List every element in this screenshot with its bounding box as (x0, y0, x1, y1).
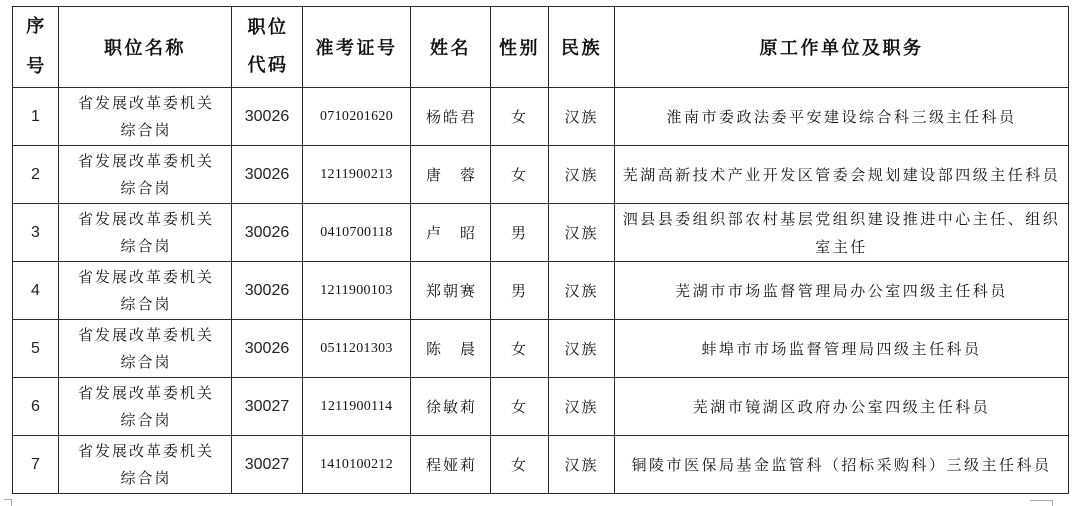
name-text: 程娅莉 (425, 456, 477, 474)
name-text: 徐敏莉 (425, 398, 477, 416)
position-text: 省发展改革委机关综合岗 (77, 383, 214, 429)
cell-gender (491, 88, 549, 146)
cell-name (411, 262, 491, 320)
cell-gender (491, 262, 549, 320)
gender-text: 女 (510, 398, 528, 416)
former-post-text: 芜湖市市场监督管理局办公室四级主任科员 (675, 281, 1008, 300)
exam-no-text: 1211900213 (320, 166, 393, 182)
header-exam-no-label: 准考证号 (315, 38, 398, 59)
name-text: 郑朝赛 (425, 282, 477, 300)
cell-position (59, 88, 232, 146)
code-text: 30026 (244, 339, 290, 357)
exam-no-text: 0710201620 (320, 108, 393, 124)
cell-gender (491, 436, 549, 494)
position-text: 省发展改革委机关综合岗 (77, 441, 214, 487)
position-text: 省发展改革委机关综合岗 (77, 325, 214, 371)
table-body (13, 88, 1069, 494)
cell-code (232, 88, 303, 146)
cell-former-post (615, 88, 1069, 146)
cell-former-post (615, 146, 1069, 204)
ethnicity-text: 汉族 (564, 398, 599, 416)
gender-text: 女 (510, 456, 528, 474)
table-row (13, 204, 1069, 262)
header-name-label: 姓名 (430, 38, 471, 59)
exam-no-text: 1211900114 (320, 398, 393, 414)
position-text: 省发展改革委机关综合岗 (77, 151, 214, 197)
seq-text: 6 (31, 397, 40, 415)
gender-text: 男 (510, 224, 528, 242)
header-gender (491, 7, 549, 88)
name-text: 唐 蓉 (425, 166, 477, 184)
cell-ethnicity (549, 88, 615, 146)
cell-gender (491, 320, 549, 378)
cell-code (232, 204, 303, 262)
table-row (13, 262, 1069, 320)
cell-former-post (615, 262, 1069, 320)
header-position-label: 职位名称 (104, 38, 186, 59)
code-text: 30026 (244, 281, 290, 299)
cell-position (59, 378, 232, 436)
cell-former-post (615, 378, 1069, 436)
header-ethnicity-label: 民族 (561, 38, 602, 59)
header-name (411, 7, 491, 88)
cell-position (59, 204, 232, 262)
cell-name (411, 378, 491, 436)
cell-ethnicity (549, 320, 615, 378)
code-text: 30026 (244, 223, 290, 241)
header-seq-label: 序号 (26, 16, 47, 77)
cell-seq (13, 204, 59, 262)
exam-no-text: 1211900103 (320, 282, 393, 298)
page-corner-mark-left (4, 499, 12, 506)
header-code-label: 职位代码 (247, 17, 289, 76)
cell-gender (491, 204, 549, 262)
former-post-text: 芜湖市镜湖区政府办公室四级主任科员 (692, 397, 991, 416)
former-post-text: 铜陵市医保局基金监管科（招标采购科）三级主任科员 (631, 455, 1052, 474)
cell-former-post (615, 436, 1069, 494)
seq-text: 2 (31, 165, 40, 183)
former-post-text: 淮南市委政法委平安建设综合科三级主任科员 (666, 107, 1017, 126)
code-text: 30027 (244, 455, 290, 473)
cell-ethnicity (549, 378, 615, 436)
cell-ethnicity (549, 262, 615, 320)
seq-text: 4 (31, 281, 40, 299)
cell-exam-no (303, 88, 411, 146)
cell-former-post (615, 320, 1069, 378)
former-post-text: 芜湖高新技术产业开发区管委会规划建设部四级主任科员 (622, 165, 1061, 184)
cell-seq (13, 320, 59, 378)
name-text: 卢 昭 (425, 224, 477, 242)
code-text: 30026 (244, 165, 290, 183)
gender-text: 女 (510, 166, 528, 184)
ethnicity-text: 汉族 (564, 282, 599, 300)
cell-code (232, 320, 303, 378)
cell-position (59, 146, 232, 204)
former-post-text: 泗县县委组织部农村基层党组织建设推进中心主任、组织室主任 (622, 209, 1061, 256)
header-exam-no (303, 7, 411, 88)
cell-exam-no (303, 146, 411, 204)
cell-ethnicity (549, 204, 615, 262)
name-text: 陈 晨 (425, 340, 477, 358)
cell-seq (13, 88, 59, 146)
cell-code (232, 262, 303, 320)
cell-name (411, 204, 491, 262)
seq-text: 7 (31, 455, 40, 473)
cell-ethnicity (549, 146, 615, 204)
cell-seq (13, 436, 59, 494)
table-header (13, 7, 1069, 88)
cell-exam-no (303, 262, 411, 320)
cell-position (59, 436, 232, 494)
cell-name (411, 146, 491, 204)
table-row (13, 436, 1069, 494)
cell-gender (491, 146, 549, 204)
cell-exam-no (303, 204, 411, 262)
cell-code (232, 436, 303, 494)
cell-name (411, 320, 491, 378)
position-text: 省发展改革委机关综合岗 (77, 93, 214, 139)
exam-no-text: 0511201303 (320, 340, 393, 356)
candidate-table (12, 6, 1069, 494)
position-text: 省发展改革委机关综合岗 (77, 267, 214, 313)
header-former-post-label: 原工作单位及职务 (759, 38, 924, 59)
ethnicity-text: 汉族 (564, 166, 599, 184)
position-text: 省发展改革委机关综合岗 (77, 209, 214, 255)
page-corner-mark-right (1030, 500, 1053, 506)
header-gender-label: 性别 (499, 38, 540, 59)
cell-code (232, 378, 303, 436)
table-row (13, 88, 1069, 146)
cell-position (59, 262, 232, 320)
cell-exam-no (303, 378, 411, 436)
cell-position (59, 320, 232, 378)
cell-name (411, 436, 491, 494)
ethnicity-text: 汉族 (564, 108, 599, 126)
cell-former-post (615, 204, 1069, 262)
code-text: 30026 (244, 107, 290, 125)
cell-exam-no (303, 436, 411, 494)
cell-name (411, 88, 491, 146)
header-code (232, 7, 303, 88)
table-row (13, 146, 1069, 204)
seq-text: 5 (31, 339, 40, 357)
header-seq (13, 7, 59, 88)
seq-text: 3 (31, 223, 40, 241)
ethnicity-text: 汉族 (564, 340, 599, 358)
table-row (13, 320, 1069, 378)
gender-text: 女 (510, 340, 528, 358)
exam-no-text: 0410700118 (320, 224, 393, 240)
cell-gender (491, 378, 549, 436)
gender-text: 男 (510, 282, 528, 300)
ethnicity-text: 汉族 (564, 456, 599, 474)
cell-seq (13, 146, 59, 204)
cell-seq (13, 262, 59, 320)
table-row (13, 378, 1069, 436)
gender-text: 女 (510, 108, 528, 126)
cell-seq (13, 378, 59, 436)
name-text: 杨皓君 (425, 108, 477, 126)
ethnicity-text: 汉族 (564, 224, 599, 242)
exam-no-text: 1410100212 (320, 456, 393, 472)
header-former-post (615, 7, 1069, 88)
code-text: 30027 (244, 397, 290, 415)
header-ethnicity (549, 7, 615, 88)
cell-exam-no (303, 320, 411, 378)
header-row (13, 7, 1069, 88)
header-position (59, 7, 232, 88)
former-post-text: 蚌埠市市场监督管理局四级主任科员 (701, 339, 982, 358)
seq-text: 1 (31, 107, 40, 125)
cell-ethnicity (549, 436, 615, 494)
cell-code (232, 146, 303, 204)
